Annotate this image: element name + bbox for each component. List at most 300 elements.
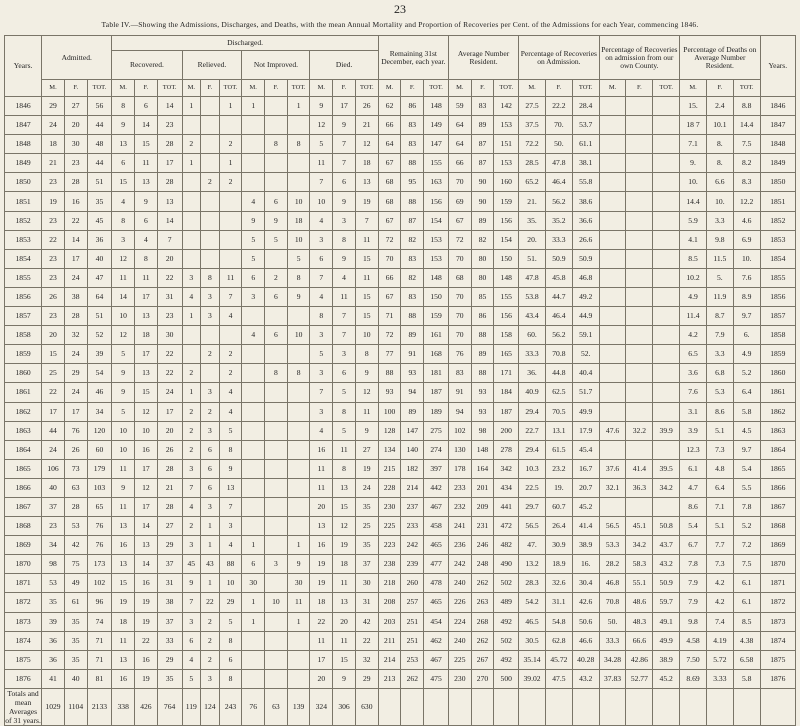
table-cell	[265, 497, 288, 516]
table-cell: 2.4	[706, 97, 733, 116]
table-cell: 8	[201, 268, 220, 287]
table-cell: 248	[471, 555, 494, 574]
table-cell: 2	[201, 345, 220, 364]
table-cell: 40.4	[572, 364, 599, 383]
table-cell: 10.1	[706, 116, 733, 135]
table-cell: 9	[355, 421, 378, 440]
table-cell: 240	[448, 574, 471, 593]
table-cell	[626, 211, 653, 230]
table-cell	[201, 230, 220, 249]
table-row	[5, 517, 796, 536]
table-cell: 3	[333, 211, 356, 230]
table-cell: 7	[182, 478, 201, 497]
table-cell: 67	[378, 154, 401, 173]
table-cell: 13	[135, 364, 158, 383]
table-cell: 22	[42, 383, 65, 402]
page-number: 23	[394, 2, 406, 16]
subheader-tot: TOT.	[87, 80, 112, 97]
table-cell: 19	[310, 574, 333, 593]
table-cell: 12	[333, 517, 356, 536]
table-cell: 15	[135, 135, 158, 154]
subheader-tot: TOT.	[219, 80, 242, 97]
table-cell: 467	[424, 650, 449, 669]
table-cell: 7	[219, 497, 242, 516]
table-cell: 262	[471, 574, 494, 593]
table-cell	[287, 478, 310, 497]
table-row	[5, 421, 796, 440]
table-cell: 19	[135, 669, 158, 688]
table-cell: 42	[355, 612, 378, 631]
table-cell	[242, 650, 265, 669]
year-cell: 1846	[760, 97, 795, 116]
year-cell: 1873	[5, 612, 42, 631]
table-cell: 7	[333, 307, 356, 326]
table-cell: 6	[333, 173, 356, 192]
year-cell: 1862	[5, 402, 42, 421]
table-cell: 37	[355, 555, 378, 574]
table-cell: 11	[333, 631, 356, 650]
year-cell: 1871	[760, 574, 795, 593]
year-cell: 1855	[5, 268, 42, 287]
table-cell: 82	[401, 268, 424, 287]
table-cell: 45	[87, 211, 112, 230]
table-cell: 80	[471, 249, 494, 268]
table-cell: 236	[448, 536, 471, 555]
table-cell: 147	[401, 421, 424, 440]
table-cell: 32.6	[545, 574, 572, 593]
table-cell: 8	[287, 135, 310, 154]
table-cell	[242, 173, 265, 192]
year-cell: 1854	[760, 249, 795, 268]
table-cell: 87	[401, 211, 424, 230]
table-cell: 7.4	[706, 612, 733, 631]
table-cell	[201, 135, 220, 154]
subheader-tot: TOT.	[157, 80, 182, 97]
table-cell: 187	[424, 383, 449, 402]
table-cell: 54	[87, 364, 112, 383]
table-cell: 47	[87, 268, 112, 287]
table-cell: 28	[157, 497, 182, 516]
table-cell: 47.5	[545, 669, 572, 688]
table-cell: 48.6	[626, 593, 653, 612]
table-cell: 44	[87, 116, 112, 135]
table-row	[5, 555, 796, 574]
table-cell: 30	[64, 135, 87, 154]
table-cell: 13	[135, 536, 158, 555]
table-cell: 158	[494, 326, 519, 345]
table-cell: 267	[471, 650, 494, 669]
table-cell: 23	[157, 307, 182, 326]
table-row	[5, 536, 796, 555]
table-cell: 39.02	[519, 669, 546, 688]
table-cell: 4.2	[706, 593, 733, 612]
table-cell: 45	[182, 555, 201, 574]
table-cell: 11	[333, 287, 356, 306]
table-cell: 18	[333, 555, 356, 574]
subheader-m: M.	[112, 80, 135, 97]
table-cell: 11	[355, 268, 378, 287]
table-cell	[265, 383, 288, 402]
table-cell: 23	[42, 173, 65, 192]
subheader-m: M.	[310, 80, 333, 97]
table-cell: 6	[265, 192, 288, 211]
table-cell: 16.7	[572, 459, 599, 478]
table-cell: 76	[87, 536, 112, 555]
table-cell: 90	[471, 192, 494, 211]
table-cell: 21	[355, 116, 378, 135]
table-cell: 93	[471, 402, 494, 421]
table-cell: 4	[219, 402, 242, 421]
year-cell: 1865	[5, 459, 42, 478]
table-cell: 28	[64, 307, 87, 326]
table-cell: 9	[287, 287, 310, 306]
table-cell: 35.14	[519, 650, 546, 669]
table-cell: 12	[310, 116, 333, 135]
table-cell: 32.2	[626, 421, 653, 440]
table-cell: 148	[494, 268, 519, 287]
table-cell: 29	[157, 536, 182, 555]
table-cell: 4.2	[706, 574, 733, 593]
table-cell: 9.	[680, 154, 707, 173]
table-row	[5, 230, 796, 249]
pct-deaths-header: Percentage of Deaths on Average Number Resident.	[680, 36, 761, 80]
table-cell	[653, 307, 680, 326]
table-cell: 3.6	[680, 364, 707, 383]
table-cell: 5.9	[680, 211, 707, 230]
table-cell: 39.5	[653, 459, 680, 478]
table-cell: 11	[310, 154, 333, 173]
table-cell	[653, 326, 680, 345]
table-cell: 103	[87, 478, 112, 497]
table-cell: 33.3	[545, 230, 572, 249]
table-cell: 60	[87, 440, 112, 459]
table-cell: 164	[471, 459, 494, 478]
table-cell	[265, 421, 288, 440]
table-cell: 275	[424, 421, 449, 440]
table-cell	[265, 612, 288, 631]
table-cell: 17	[333, 97, 356, 116]
table-cell: 154	[424, 211, 449, 230]
table-row	[5, 402, 796, 421]
table-cell: 3	[182, 612, 201, 631]
table-cell: 49.9	[653, 631, 680, 650]
table-cell	[182, 116, 201, 135]
table-cell: 89	[401, 402, 424, 421]
table-cell: 71	[378, 307, 401, 326]
table-cell: 502	[494, 631, 519, 650]
table-cell: 18	[287, 211, 310, 230]
table-cell	[599, 326, 626, 345]
totals-cell	[599, 688, 626, 725]
table-cell: 47.8	[519, 268, 546, 287]
table-cell: 2	[219, 173, 242, 192]
table-cell: 5.2	[733, 364, 760, 383]
table-cell: 21	[157, 478, 182, 497]
table-cell	[182, 230, 201, 249]
table-cell: 492	[494, 612, 519, 631]
subheader-f: F.	[265, 80, 288, 97]
table-cell: 12	[112, 326, 135, 345]
table-cell: 179	[87, 459, 112, 478]
table-cell: 4	[242, 192, 265, 211]
year-cell: 1869	[760, 536, 795, 555]
table-cell: 20.	[519, 230, 546, 249]
year-cell: 1874	[760, 631, 795, 650]
table-cell: 182	[401, 459, 424, 478]
table-cell: 53	[42, 574, 65, 593]
table-cell: 39	[87, 345, 112, 364]
table-cell: 102	[448, 421, 471, 440]
table-cell: 61.1	[572, 135, 599, 154]
table-cell	[653, 192, 680, 211]
table-cell	[287, 669, 310, 688]
table-cell: 184	[494, 383, 519, 402]
table-cell: 53.8	[519, 287, 546, 306]
year-cell: 1868	[5, 517, 42, 536]
table-cell: 10	[135, 421, 158, 440]
table-cell: 209	[471, 497, 494, 516]
table-cell: 34.2	[626, 536, 653, 555]
table-cell: 24	[157, 383, 182, 402]
table-cell: 3	[310, 364, 333, 383]
table-cell	[219, 116, 242, 135]
table-cell: 4.19	[706, 631, 733, 650]
table-cell	[287, 440, 310, 459]
table-cell: 178	[448, 459, 471, 478]
table-cell	[265, 478, 288, 497]
table-cell: 5.5	[733, 478, 760, 497]
table-cell: 1	[182, 307, 201, 326]
year-cell: 1870	[5, 555, 42, 574]
table-cell: 33	[157, 631, 182, 650]
table-cell: 7.2	[733, 536, 760, 555]
table-cell: 25	[42, 364, 65, 383]
table-cell: 62.8	[545, 631, 572, 650]
table-cell: 237	[401, 497, 424, 516]
table-cell: 7	[310, 173, 333, 192]
table-cell: 11	[135, 154, 158, 173]
table-cell: 134	[378, 440, 401, 459]
table-cell: 5	[310, 135, 333, 154]
totals-cell: 306	[333, 688, 356, 725]
table-cell: 67	[448, 211, 471, 230]
table-cell: 11	[310, 631, 333, 650]
table-cell: 4	[242, 326, 265, 345]
table-cell: 28	[157, 459, 182, 478]
table-cell: 262	[471, 631, 494, 650]
table-cell: 2	[265, 268, 288, 287]
table-cell: 8	[112, 97, 135, 116]
totals-cell	[733, 688, 760, 725]
table-cell	[242, 517, 265, 536]
year-cell: 1861	[5, 383, 42, 402]
table-cell	[219, 230, 242, 249]
table-cell	[287, 631, 310, 650]
table-cell: 173	[87, 555, 112, 574]
table-cell	[653, 211, 680, 230]
table-cell: 3	[201, 307, 220, 326]
subheader-f: F.	[706, 80, 733, 97]
table-cell: 6.4	[706, 478, 733, 497]
table-cell: 200	[494, 421, 519, 440]
year-cell: 1861	[760, 383, 795, 402]
year-cell: 1850	[760, 173, 795, 192]
table-cell: 9	[135, 192, 158, 211]
table-cell: 7.9	[680, 593, 707, 612]
table-cell: 102	[87, 574, 112, 593]
table-cell: 6.7	[680, 536, 707, 555]
subheader-f: F.	[201, 80, 220, 97]
table-cell: 22	[310, 612, 333, 631]
table-cell: 7.7	[706, 536, 733, 555]
table-cell: 88	[401, 192, 424, 211]
table-cell: 43.2	[653, 555, 680, 574]
table-cell: 44.9	[572, 307, 599, 326]
table-cell: 3	[201, 497, 220, 516]
table-cell: 3.3	[706, 345, 733, 364]
years-header: Years.	[5, 36, 42, 97]
table-cell	[287, 116, 310, 135]
table-cell: 17	[135, 345, 158, 364]
table-cell: 6	[242, 268, 265, 287]
totals-cell	[572, 688, 599, 725]
table-cell: 28	[64, 173, 87, 192]
table-cell: 56.2	[545, 192, 572, 211]
table-cell: 3	[182, 268, 201, 287]
table-cell: 22	[355, 631, 378, 650]
year-cell: 1852	[760, 211, 795, 230]
table-cell: 72	[448, 230, 471, 249]
table-cell: 71	[87, 650, 112, 669]
table-cell: 18 7	[680, 116, 707, 135]
table-cell: 26.6	[572, 230, 599, 249]
table-cell: 46.6	[572, 631, 599, 650]
year-cell: 1871	[5, 574, 42, 593]
table-cell: 22	[157, 345, 182, 364]
table-cell	[242, 497, 265, 516]
table-cell	[626, 326, 653, 345]
table-cell: 6.5	[680, 345, 707, 364]
table-cell: 268	[471, 612, 494, 631]
table-cell	[242, 383, 265, 402]
table-cell: 9	[333, 669, 356, 688]
table-cell: 492	[494, 650, 519, 669]
table-cell	[626, 249, 653, 268]
table-cell: 35	[355, 536, 378, 555]
table-cell: 3	[310, 230, 333, 249]
table-cell	[265, 402, 288, 421]
table-cell: 89	[471, 116, 494, 135]
table-cell: 44	[87, 154, 112, 173]
table-cell: 64	[448, 135, 471, 154]
table-cell: 6.4	[733, 383, 760, 402]
table-cell: 18.9	[545, 555, 572, 574]
table-cell: 43.2	[572, 669, 599, 688]
table-cell: 52.77	[626, 669, 653, 688]
totals-label: Totals and mean Averages of 31 years.	[5, 688, 41, 725]
table-cell: 13.1	[545, 421, 572, 440]
table-cell	[242, 307, 265, 326]
table-cell: 22	[157, 364, 182, 383]
table-cell: 181	[424, 364, 449, 383]
table-cell: 51.	[519, 249, 546, 268]
table-row	[5, 116, 796, 135]
table-cell	[219, 326, 242, 345]
table-cell: 22	[157, 268, 182, 287]
table-cell: 2	[219, 364, 242, 383]
table-row	[5, 287, 796, 306]
table-cell: 70.	[545, 116, 572, 135]
table-cell: 4.7	[680, 478, 707, 497]
table-cell: 8	[310, 307, 333, 326]
table-cell: 502	[494, 574, 519, 593]
table-cell: 11	[112, 459, 135, 478]
table-cell: 1	[242, 612, 265, 631]
table-cell: 55.8	[572, 173, 599, 192]
table-cell: 156	[494, 307, 519, 326]
table-cell: 16	[135, 440, 158, 459]
totals-cell: 1104	[64, 688, 87, 725]
table-cell: 72	[378, 230, 401, 249]
table-cell: 4.1	[680, 230, 707, 249]
year-cell: 1867	[760, 497, 795, 516]
table-cell	[242, 631, 265, 650]
table-cell: 2	[201, 631, 220, 650]
year-cell: 1849	[760, 154, 795, 173]
table-cell	[265, 650, 288, 669]
table-cell: 232	[448, 497, 471, 516]
table-cell: 29	[219, 593, 242, 612]
table-cell	[653, 116, 680, 135]
table-cell	[599, 211, 626, 230]
totals-cell: 119	[182, 688, 201, 725]
table-cell: 100	[378, 402, 401, 421]
table-cell: 189	[424, 402, 449, 421]
table-cell: 5	[242, 230, 265, 249]
table-cell	[599, 135, 626, 154]
table-cell	[626, 364, 653, 383]
table-cell: 19	[135, 593, 158, 612]
table-cell: 40	[64, 669, 87, 688]
years-header-right: Years.	[760, 36, 795, 97]
table-cell: 3	[182, 459, 201, 478]
table-cell: 14	[112, 287, 135, 306]
table-cell: 8	[333, 402, 356, 421]
table-cell: 19	[135, 612, 158, 631]
table-cell: 34	[87, 402, 112, 421]
table-cell: 475	[424, 669, 449, 688]
table-cell: 263	[471, 593, 494, 612]
table-cell: 13	[333, 593, 356, 612]
table-cell: 22	[135, 631, 158, 650]
table-cell: 150	[494, 249, 519, 268]
table-cell: 2	[201, 173, 220, 192]
table-cell: 15	[355, 307, 378, 326]
year-cell: 1848	[5, 135, 42, 154]
table-cell: 54.8	[545, 612, 572, 631]
table-cell: 490	[494, 555, 519, 574]
table-cell: 15	[112, 173, 135, 192]
subheader-tot: TOT.	[653, 80, 680, 97]
table-cell: 59	[448, 97, 471, 116]
year-cell: 1857	[5, 307, 42, 326]
table-cell: 46.4	[545, 307, 572, 326]
table-cell: 4	[112, 192, 135, 211]
year-cell: 1850	[5, 173, 42, 192]
table-cell	[599, 383, 626, 402]
table-cell	[626, 402, 653, 421]
year-cell: 1859	[760, 345, 795, 364]
